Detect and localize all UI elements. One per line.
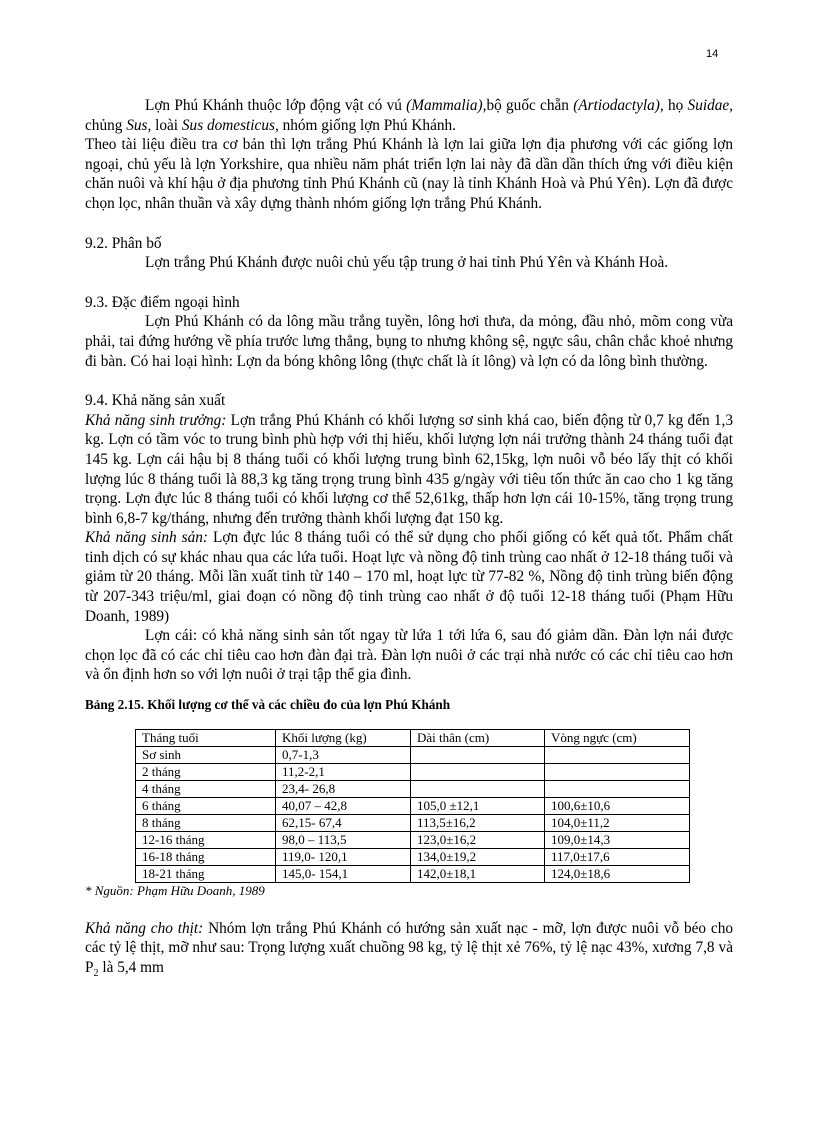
table-header-row: [136, 729, 690, 746]
table-row: [136, 797, 690, 814]
table-cell: 8 tháng: [136, 814, 276, 831]
table-row: [136, 814, 690, 831]
table-cell: 100,6±10,6: [545, 797, 690, 814]
table-cell: 18-21 tháng: [136, 865, 276, 882]
table-cell: [411, 780, 545, 797]
section-9-3-text: Lợn Phú Khánh có da lông mầu trắng tuyền, lông hơi thưa, da mỏng, đầu nhỏ, mõm cong vừa phải, tai đứng hướng về phía trước lưng thẳng, bụng to nhưng không sệ, ngực sâu, chân chắc khoẻ nhưng đi bàn. Có hai loại hình: Lợn da bóng không lông (thực chất là ít lông) và lợn có da lông bình thường.: [85, 313, 733, 370]
document-body: [85, 96, 733, 983]
intro-paragraph-1: Lợn Phú Khánh thuộc lớp động vật có vú (Mammalia),bộ guốc chẵn (Artiodactyla), họ Suidae, chủng Sus, loài Sus domesticus, nhóm giống lợn Phú Khánh.: [85, 97, 734, 134]
table-source: * Nguồn: Phạm Hữu Doanh, 1989: [85, 882, 265, 898]
table-cell: 6 tháng: [136, 797, 276, 814]
table-cell: 62,15- 67,4: [276, 814, 411, 831]
table-row: [136, 746, 690, 763]
header-cell: Vòng ngực (cm): [545, 729, 690, 746]
table-cell: [411, 763, 545, 780]
growth-paragraph: Khả năng sinh trưởng: Lợn trắng Phú Khánh có khối lượng sơ sinh khá cao, biến động từ 0,7 kg đến 1,3 kg. Lợn có tầm vóc to trung bình phù hợp với thị hiếu, khối lượng lợn nái trưởng thành 24 tháng tuổi đạt 145 kg. Lợn cái hậu bị 8 tháng tuổi có khối lượng trung bình 62,15kg, lợn nuôi vỗ béo lấy thịt có khối lượng lúc 8 tháng tuổi là 88,3 kg tăng trọng trung bình 435 g/ngày với tiêu tốn thức ăn cao cho 1 kg tăng trọng. Lợn đực lúc 8 tháng tuổi có khối lượng cơ thể 52,61kg, thấp hơn lợn cái 10-15%, tăng trọng trung bình 6,8-7 kg/tháng, nhưng đến trưởng thành khối lượng đạt 150 kg.: [85, 411, 733, 527]
table-caption: Bảng 2.15. Khối lượng cơ thể và các chiều đo của lợn Phú Khánh: [85, 697, 451, 713]
table-cell: [545, 763, 690, 780]
table-cell: 2 tháng: [136, 763, 276, 780]
table-cell: 109,0±14,3: [545, 831, 690, 848]
table-row: [136, 763, 690, 780]
table-cell: 23,4- 26,8: [276, 780, 411, 797]
table-cell: [411, 746, 545, 763]
table-cell: 105,0 ±12,1: [411, 797, 545, 814]
section-heading-9-3: 9.3. Đặc điểm ngoại hình: [85, 293, 240, 311]
table-cell: 16-18 tháng: [136, 848, 276, 865]
table-cell: 12-16 tháng: [136, 831, 276, 848]
table-cell: 142,0±18,1: [411, 865, 545, 882]
table-cell: 134,0±19,2: [411, 848, 545, 865]
header-cell: Dài thân (cm): [411, 729, 545, 746]
table-cell: 98,0 – 113,5: [276, 831, 411, 848]
table-row: [136, 848, 690, 865]
section-heading-9-2: 9.2. Phân bố: [85, 234, 162, 252]
table-cell: [545, 746, 690, 763]
header-cell: Khối lượng (kg): [276, 729, 411, 746]
reproduction-paragraph: Khả năng sinh sản: Lợn đực lúc 8 tháng tuổi có thể sử dụng cho phối giống có kết quả tốt. Phẩm chất tinh dịch có sự khác nhau qua các lứa tuổi. Hoạt lực và nồng độ tinh trùng cao nhất ở 12-18 tháng tuổi và giảm từ 20 tháng. Mỗi lần xuất tinh từ 140 – 170 ml, hoạt lực từ 77-82 %, Nồng độ tinh trùng biến động từ 207-343 triệu/ml, giai đoạn có nồng độ tinh trùng cao nhất ở độ tuổi 12-18 tháng tuổi (Phạm Hữu Doanh, 1989): [85, 529, 733, 625]
table-cell: 145,0- 154,1: [276, 865, 411, 882]
table-cell: 119,0- 120,1: [276, 848, 411, 865]
intro-paragraph-2: Theo tài liệu điều tra cơ bản thì lợn trắng Phú Khánh là lợn lai giữa lợn địa phương với các giống lợn ngoại, chủ yếu là lợn Yorkshire, qua nhiều năm phát triển lợn lai này đã dần dần thích ứng với điều kiện chăn nuôi và khí hậu ở địa phương tỉnh Phú Khánh cũ (nay là tỉnh Khánh Hoà và Phú Yên). Lợn đã được chọn lọc, nhân thuần và xây dựng thành nhóm giống lợn trắng Phú Khánh.: [85, 136, 733, 212]
section-9-2-text: Lợn trắng Phú Khánh được nuôi chủ yếu tập trung ở hai tỉnh Phú Yên và Khánh Hoà.: [145, 254, 669, 272]
data-table: [135, 729, 690, 883]
table-cell: 124,0±18,6: [545, 865, 690, 882]
table-cell: [545, 780, 690, 797]
table-cell: 4 tháng: [136, 780, 276, 797]
header-cell: Tháng tuổi: [136, 729, 276, 746]
table-cell: 104,0±11,2: [545, 814, 690, 831]
table-row: [136, 780, 690, 797]
table-row: [136, 865, 690, 882]
table-cell: 11,2-2,1: [276, 763, 411, 780]
meat-paragraph: Khả năng cho thịt: Nhóm lợn trắng Phú Khánh có hướng sản xuất nạc - mỡ, lợn được nuôi vỗ béo cho các tỷ lệ thịt, mỡ như sau: Trọng lượng xuất chuồng 98 kg, tỷ lệ thịt xẻ 76%, tỷ lệ nạc 43%, xương 7,8 và $P_2$ là 5,4 mm: [85, 919, 733, 979]
table-cell: Sơ sinh: [136, 746, 276, 763]
section-heading-9-4: 9.4. Khả năng sản xuất: [85, 392, 226, 410]
table-cell: 117,0±17,6: [545, 848, 690, 865]
table-cell: 123,0±16,2: [411, 831, 545, 848]
sow-paragraph: Lợn cái: có khả năng sinh sản tốt ngay từ lứa 1 tới lứa 6, sau đó giảm dần. Đàn lợn nái được chọn lọc đã có các chỉ tiêu cao hơn đàn đại trà. Đàn lợn nuôi ở các trại nhà nước có các chỉ tiêu cao hơn và ổn định hơn so với lợn nuôi ở trại tập thể gia đình.: [85, 627, 733, 684]
table-cell: 40,07 – 42,8: [276, 797, 411, 814]
table-cell: 113,5±16,2: [411, 814, 545, 831]
page-number: 14: [706, 48, 719, 60]
table-cell: 0,7-1,3: [276, 746, 411, 763]
table-row: [136, 831, 690, 848]
